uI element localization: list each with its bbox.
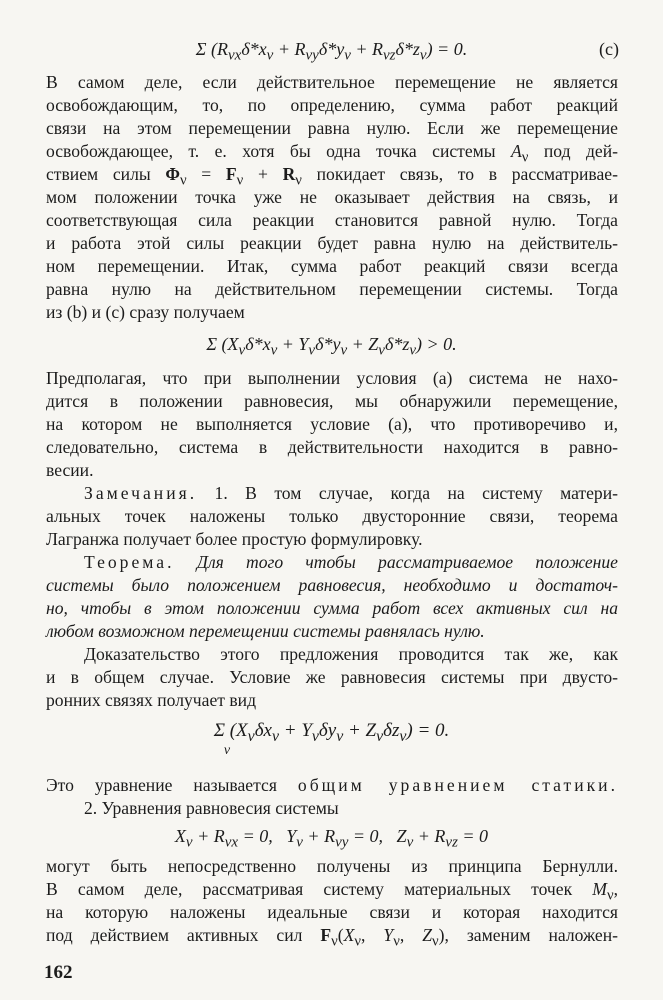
- para2-line: Предполагая, что при выполнении условия (а) система не нахо-: [46, 368, 618, 388]
- theorem-line: но, чтобы в этом положении сумма работ всех активных сил на: [46, 598, 618, 618]
- para1-line: мом положении точка уже не оказывает действия на связь, и: [46, 187, 618, 207]
- item2-line: 2. Уравнения равновесия системы: [84, 798, 339, 818]
- proof-line: и в общем случае. Условие же равновесия системы при двусто-: [46, 667, 618, 687]
- para1-line: ствием силы $\Phi_\nu = F_\nu + R_\nu$ покидает связь, то в рассматривае-: [46, 164, 618, 189]
- proof-line: ронних связях получает вид: [46, 690, 257, 710]
- para1-line: освобождающим, то, по определению, сумма работ реакций: [46, 95, 618, 115]
- para2-line: весии.: [46, 460, 94, 480]
- para1-line: освобождающее, т. е. хотя бы одна точка системы $A_\nu$ под дей-: [46, 141, 618, 166]
- formula-inequality: Σ $(X_\nu\delta*x_\nu + Y_\nu\delta*y_\nu + Z_\nu\delta*z_\nu) > 0$.: [206, 334, 457, 359]
- proof-line: Доказательство этого предложения проводится так же, как: [84, 644, 618, 664]
- para2-line: следовательно, система в действительности находится в равно-: [46, 437, 618, 457]
- theorem-line: Теорема. Для того чтобы рассматриваемое положение: [84, 552, 618, 572]
- remarks-line: альных точек наложены только двусторонние связи, теорема: [46, 506, 618, 526]
- sum-index: ν: [223, 743, 231, 758]
- formula-equilibrium: $X_\nu + R_{\nu x} = 0$, $Y_\nu + R_{\nu y} = 0$, $Z_\nu + R_{\nu z} = 0$: [174, 826, 489, 851]
- para3-line: могут быть непосредственно получены из принципа Бернулли.: [46, 856, 618, 876]
- remarks-line: Лагранжа получает более простую формулировку.: [46, 529, 423, 549]
- para1-line: соответствующая сила реакции становится равной нулю. Тогда: [46, 210, 618, 230]
- page-number: 162: [44, 962, 73, 983]
- para3-line: под действием активных сил $F_\nu(X_\nu$, $Y_\nu$, $Z_\nu$), заменим наложен-: [46, 925, 619, 950]
- para1-line: и работа этой силы реакции будет равна нулю на действитель-: [46, 233, 618, 253]
- formula-sum: Σ $(X_\nu\delta x_\nu + Y_\nu\delta y_\nu + Z_\nu\delta z_\nu) = 0$.: [213, 720, 450, 745]
- theorem-line: любом возможном перемещении системы равнялась нулю.: [46, 621, 485, 641]
- formula-c: Σ $(R_{\nu x}\delta*x_\nu + R_{\nu y}\delta*y_\nu + R_{\nu z}\delta*z_\nu) = 0$.: [195, 39, 468, 64]
- equation-name-line: Это уравнение называется общим уравнением статики.: [46, 775, 618, 795]
- para2-line: на котором не выполняется условие (а), что противоречиво и,: [46, 414, 618, 434]
- para3-line: на которую наложены идеальные связи и которая находится: [46, 902, 618, 922]
- para1-line: связи на этом перемещении равна нулю. Если же перемещение: [46, 118, 618, 138]
- para2-line: дится в положении равновесия, мы обнаружили перемещение,: [46, 391, 618, 411]
- para1-line: из (b) и (c) сразу получаем: [46, 302, 245, 322]
- theorem-line: системы было положением равновесия, необходимо и достаточ-: [46, 575, 618, 595]
- para1-line: В самом деле, если действительное перемещение не является: [46, 72, 618, 92]
- para3-line: В самом деле, рассматривая систему материальных точек $M_\nu$,: [46, 879, 618, 904]
- remarks-line: Замечания. 1. В том случае, когда на систему матери-: [84, 483, 618, 503]
- para1-line: равна нулю на действительном перемещении системы. Тогда: [46, 279, 618, 299]
- formula-c-label: (с): [599, 39, 619, 59]
- para1-line: ном перемещении. Итак, сумма работ реакций связи всегда: [46, 256, 618, 276]
